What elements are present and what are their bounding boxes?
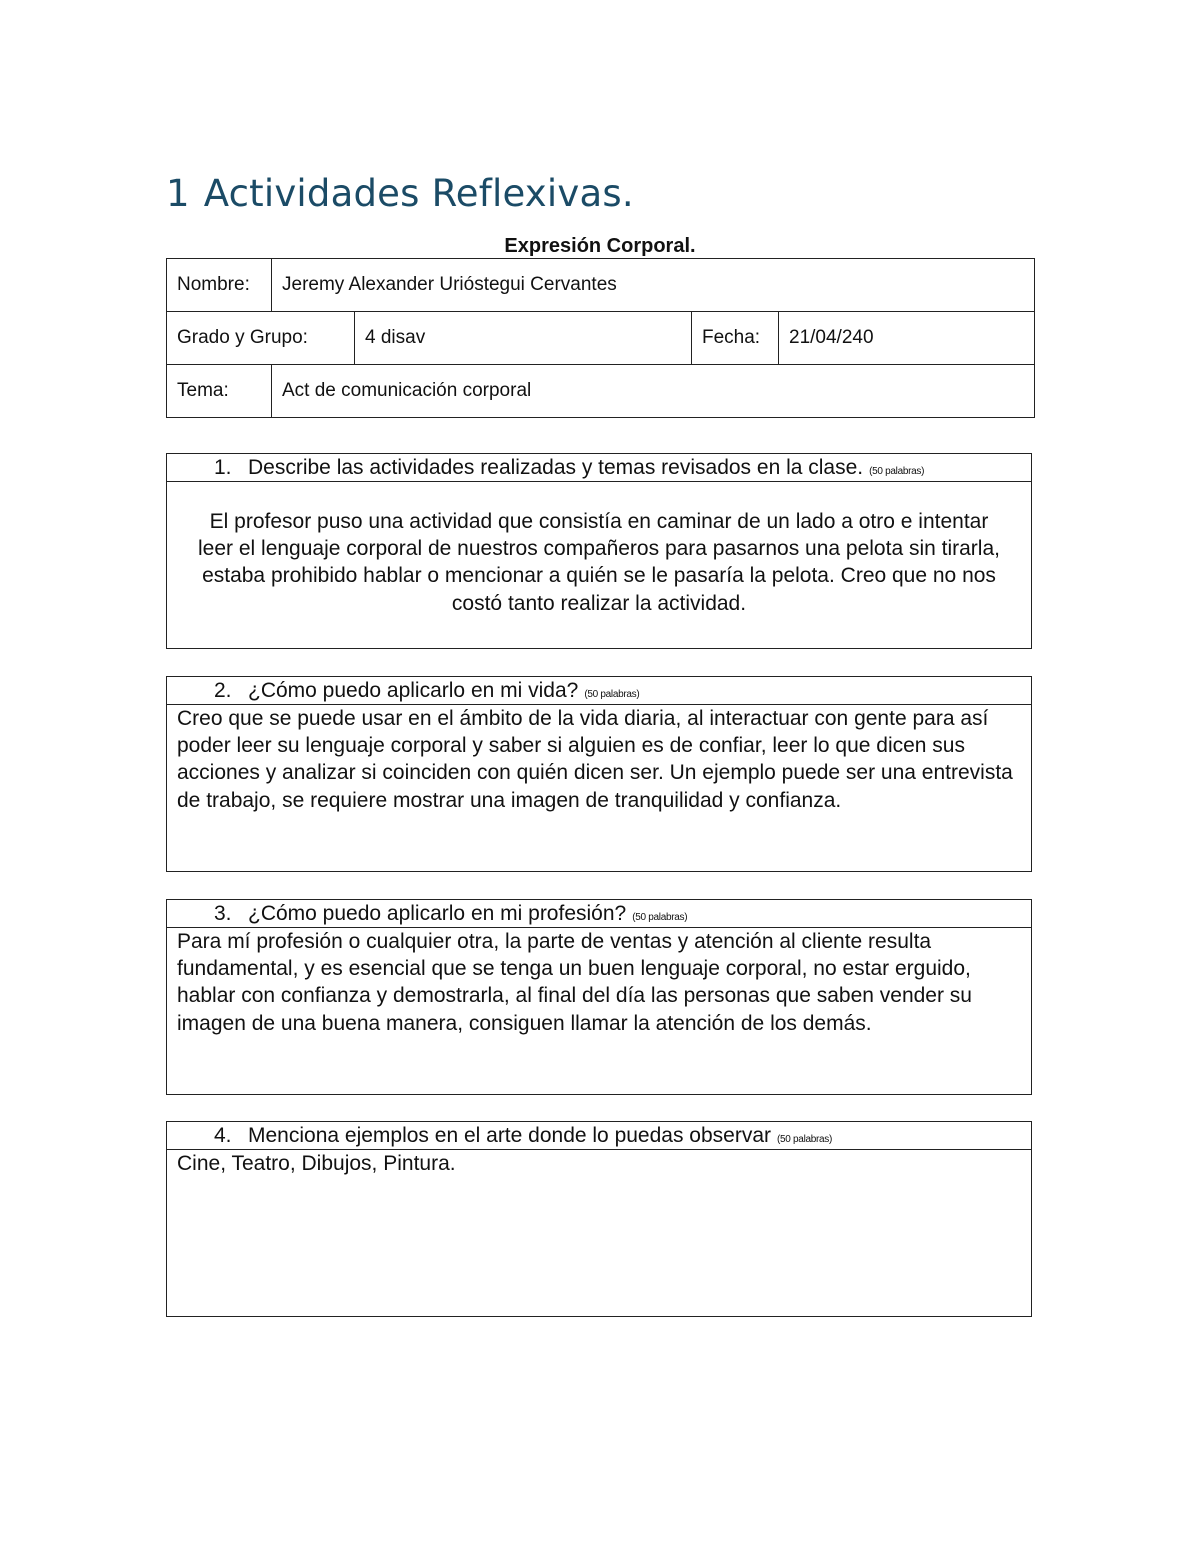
question-box-3 — [166, 899, 1032, 1095]
question-text: Menciona ejemplos en el arte donde lo puedas observar — [248, 1124, 772, 1147]
question-text: Describe las actividades realizadas y temas revisados en la clase. — [248, 456, 864, 479]
question-box-1 — [166, 453, 1032, 649]
tema-value: Act de comunicación corporal — [272, 365, 1035, 418]
answer-text: Creo que se puede usar en el ámbito de la vida diaria, al interactuar con gente para así poder leer su lenguaje corporal y saber si alguien es de confiar, leer lo que dicen sus acciones y analizar si coinciden con quién dicen ser. Un ejemplo puede ser una entrevista de trabajo, se requiere mostrar una imagen de tranquilidad y confianza. — [177, 707, 1013, 812]
heading-text: Actividades Reflexivas. — [203, 172, 634, 215]
nombre-value: Jeremy Alexander Urióstegui Cervantes — [272, 259, 1035, 312]
tema-label: Tema: — [167, 365, 272, 418]
question-header — [167, 900, 1031, 928]
page-heading — [166, 172, 634, 215]
question-number: 4. — [214, 1124, 232, 1147]
question-box-4 — [166, 1121, 1032, 1317]
word-count-note: (50 palabras) — [869, 466, 925, 477]
question-header — [167, 454, 1031, 482]
document-subtitle: Expresión Corporal. — [504, 235, 696, 257]
question-number: 2. — [214, 679, 232, 702]
answer-text: Para mí profesión o cualquier otra, la parte de ventas y atención al cliente resulta fundamental, y es esencial que se tenga un buen lenguaje corporal, no estar erguido, hablar con confianza y demostrarla, al final del día las personas que saben vender su imagen de una buena manera, consiguen llamar la atención de los demás. — [177, 930, 972, 1035]
question-text: ¿Cómo puedo aplicarlo en mi profesión? — [248, 902, 627, 925]
question-box-2 — [166, 676, 1032, 872]
word-count-note: (50 palabras) — [632, 912, 688, 923]
question-number: 1. — [214, 456, 232, 479]
question-text: ¿Cómo puedo aplicarlo en mi vida? — [248, 679, 579, 702]
nombre-label: Nombre: — [167, 259, 272, 312]
grado-label: Grado y Grupo: — [167, 312, 355, 365]
grado-value: 4 disav — [355, 312, 692, 365]
question-header — [167, 677, 1031, 705]
heading-number: 1 — [166, 172, 190, 215]
word-count-note: (50 palabras) — [777, 1134, 833, 1145]
question-number: 3. — [214, 902, 232, 925]
question-header — [167, 1122, 1031, 1150]
answer-text: Cine, Teatro, Dibujos, Pintura. — [177, 1152, 456, 1175]
tema-row — [167, 365, 1035, 418]
word-count-note: (50 palabras) — [584, 689, 640, 700]
student-info-table — [166, 258, 1035, 418]
fecha-value: 21/04/240 — [779, 312, 1035, 365]
grado-fecha-row — [167, 312, 1035, 365]
fecha-label: Fecha: — [692, 312, 779, 365]
answer-text: El profesor puso una actividad que consistía en caminar de un lado a otro e intentar leer el lenguaje corporal de nuestros compañeros para pasarnos una pelota sin tirarla, estaba prohibido hablar o mencionar a quién se le pasaría la pelota. Creo que no nos costó tanto realizar la actividad. — [198, 510, 1000, 615]
nombre-row — [167, 259, 1035, 312]
